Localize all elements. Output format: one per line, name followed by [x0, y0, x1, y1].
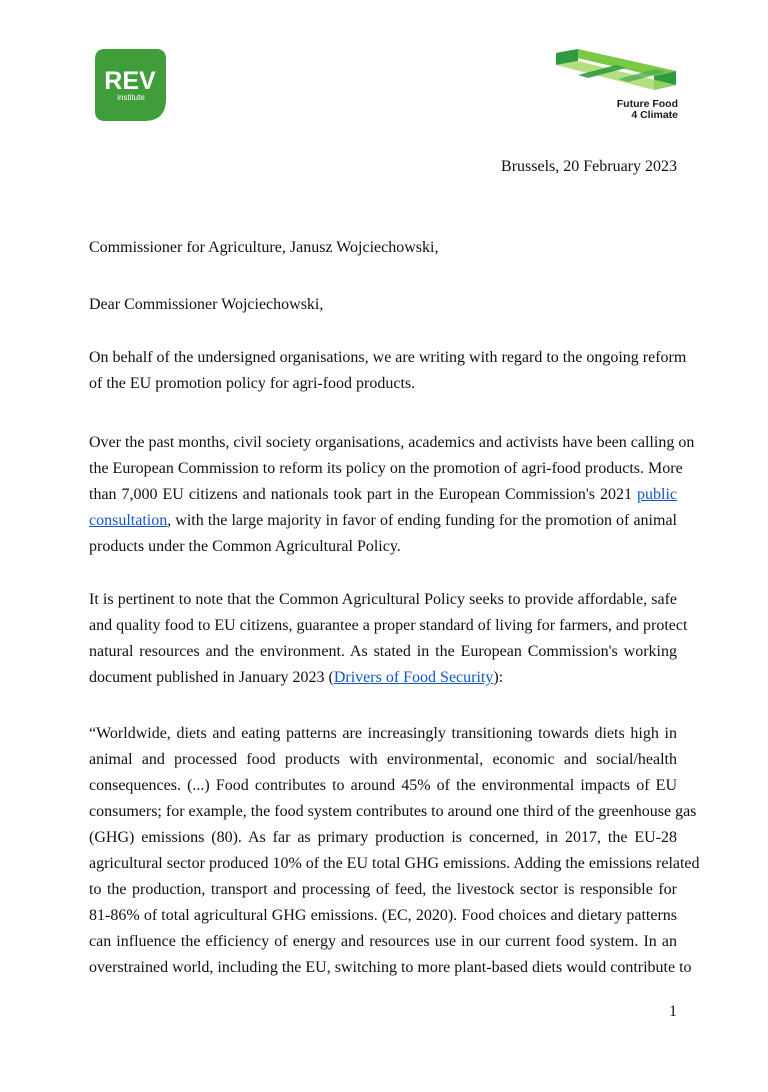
page-number: 1 [669, 1003, 677, 1020]
paragraph-text: than 7,000 EU citizens and nationals took part in the European Commission's 2021 [89, 486, 633, 503]
quote-line: consumers; for example, the food system contributes to around one third of the greenhouse gas [89, 803, 697, 820]
public-consultation-link[interactable]: public [637, 486, 677, 503]
paragraph-line: Over the past months, civil society organisations, academics and activists have been calling on [89, 434, 695, 451]
salutation [89, 292, 677, 318]
recipient-text: Commissioner for Agriculture, Janusz Wojciechowski, [89, 239, 439, 256]
paragraph-line: of the EU promotion policy for agri-food products. [89, 375, 416, 392]
paragraph-text: document published in January 2023 ( [89, 669, 334, 686]
public-consultation-link-continued[interactable]: consultation [89, 512, 168, 529]
rev-institute-logo [95, 49, 166, 121]
paragraph-line: products under the Common Agricultural Policy. [89, 538, 401, 555]
quote-line: can influence the efficiency of energy and resources use in our current food system. In an [89, 933, 677, 950]
paragraph-line: It is pertinent to note that the Common Agricultural Policy seeks to provide affordable, safe [89, 591, 677, 608]
paragraph-3 [89, 587, 688, 691]
quote-line: agricultural sector produced 10% of the EU total GHG emissions. Adding the emissions related [89, 855, 700, 872]
paragraph-line: natural resources and the environment. As stated in the European Commission's working [89, 643, 677, 660]
paragraph-line [89, 665, 677, 691]
logo-line-1: Future Food [616, 98, 678, 110]
paragraph-text: , with the large majority in favor of ending funding for the promotion of animal [167, 512, 677, 529]
letter-date: Brussels, 20 February 2023 [501, 158, 677, 175]
salutation-text: Dear Commissioner Wojciechowski, [89, 296, 324, 313]
paragraph-line [89, 508, 677, 534]
quote-line: (GHG) emissions (80). As far as primary production is concerned, in 2017, the EU-28 [89, 829, 677, 846]
svg-text:REV: REV [104, 67, 156, 95]
quote-line: overstrained world, including the EU, switching to more plant-based diets would contribute to [89, 959, 692, 976]
logo-line-2: 4 Climate [631, 109, 678, 121]
quote-line: “Worldwide, diets and eating patterns are increasingly transitioning towards diets high in [89, 725, 677, 742]
paragraph-1 [89, 345, 687, 397]
future-food-4-climate-logo [556, 49, 678, 123]
svg-text:institute: institute [117, 93, 145, 102]
quote-line: to the production, transport and processing of feed, the livestock sector is responsible for [89, 881, 677, 898]
quote-line: animal and processed food products with environmental, economic and social/health [89, 751, 677, 768]
quote-line: consequences. (...) Food contributes to around 45% of the environmental impacts of EU [89, 777, 677, 794]
paragraph-line [89, 482, 677, 508]
paragraph-line: the European Commission to reform its policy on the promotion of agri-food products. More [89, 460, 683, 477]
paragraph-line: and quality food to EU citizens, guarantee a proper standard of living for farmers, and protect [89, 617, 688, 634]
quote-line: 81-86% of total agricultural GHG emissions. (EC, 2020). Food choices and dietary patterns [89, 907, 677, 924]
quoted-passage [89, 721, 700, 981]
paragraph-2 [89, 430, 695, 560]
paragraph-line: On behalf of the undersigned organisations, we are writing with regard to the ongoing reform [89, 349, 687, 366]
ribbon-mark-icon [556, 49, 678, 97]
drivers-of-food-security-link[interactable]: Drivers of Food Security [333, 669, 494, 686]
recipient-line [89, 235, 677, 261]
paragraph-text: ): [493, 669, 504, 686]
